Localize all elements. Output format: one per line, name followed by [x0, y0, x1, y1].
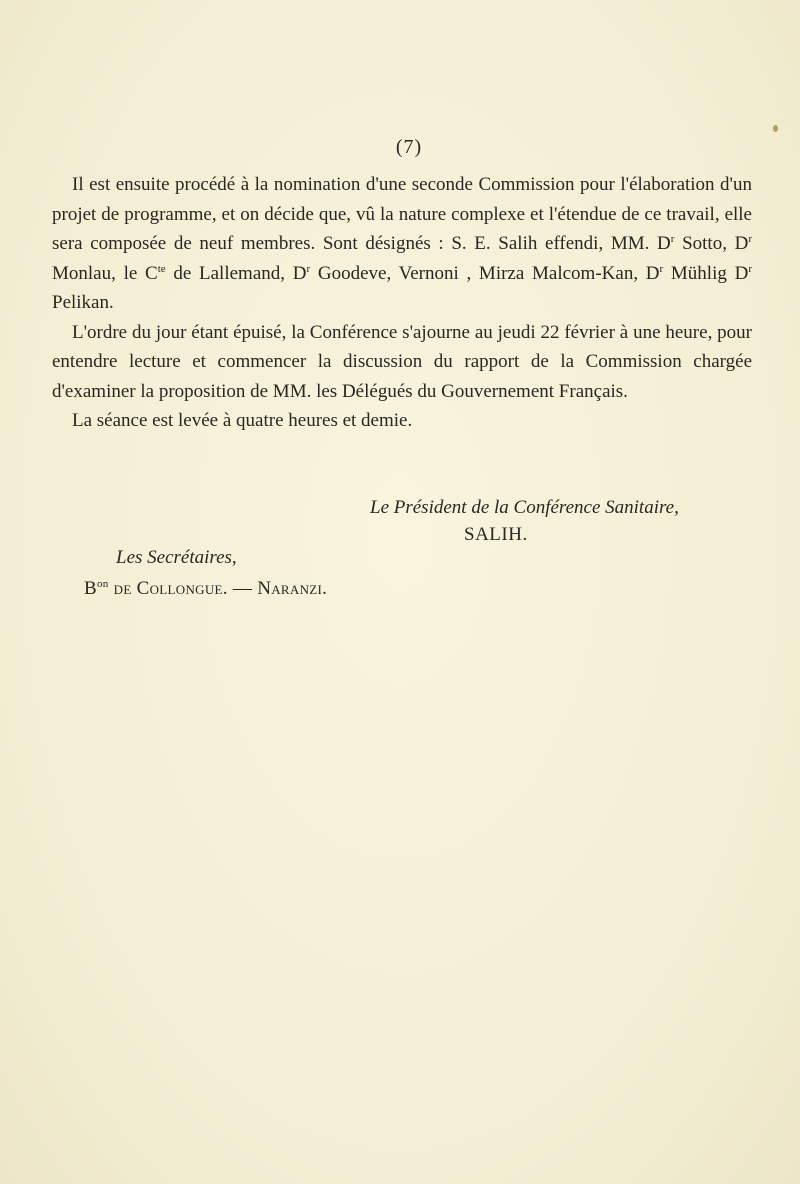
- page-number: (7): [395, 136, 423, 158]
- secretaries-names: $B^{on}$ de Collongue. — Naranzi.: [84, 578, 328, 599]
- president-name: SALIH.: [464, 524, 528, 545]
- president-title: Le Président de la Conférence Sanitaire,: [370, 497, 679, 518]
- paragraph-seance-levee: La séance est levée à quatre heures et demie.: [72, 410, 413, 431]
- body-text: [52, 170, 752, 436]
- paragraph-ordre-du-jour: L'ordre du jour étant épuisé, la Conférence s'ajourne au jeudi 22 février à une heure, pour entendre lecture et commencer la discussion du rapport de la Commission chargée d'examiner la proposition de MM. les Délégués du Gouvernement Français.: [52, 321, 752, 402]
- secretaries-title: Les Secrétaires,: [116, 547, 237, 568]
- paper-speck: [773, 125, 778, 132]
- paragraph-commission: Il est ensuite procédé à la nomination d'une seconde Commission pour l'élaboration d'un projet de programme, et on décide que, vû la nature complexe et l'étendue de ce travail, elle sera composée de neuf membres. Sont désignés : S. E. Salih effendi, MM. $D^r$ Sotto, $D^r$ Monlau, le $C^{te}$ de Lallemand, $D^r$ Goodeve, Vernoni , Mirza Malcom-Kan, $D^r$ Mühlig $D^r$ Pelikan.: [52, 174, 752, 313]
